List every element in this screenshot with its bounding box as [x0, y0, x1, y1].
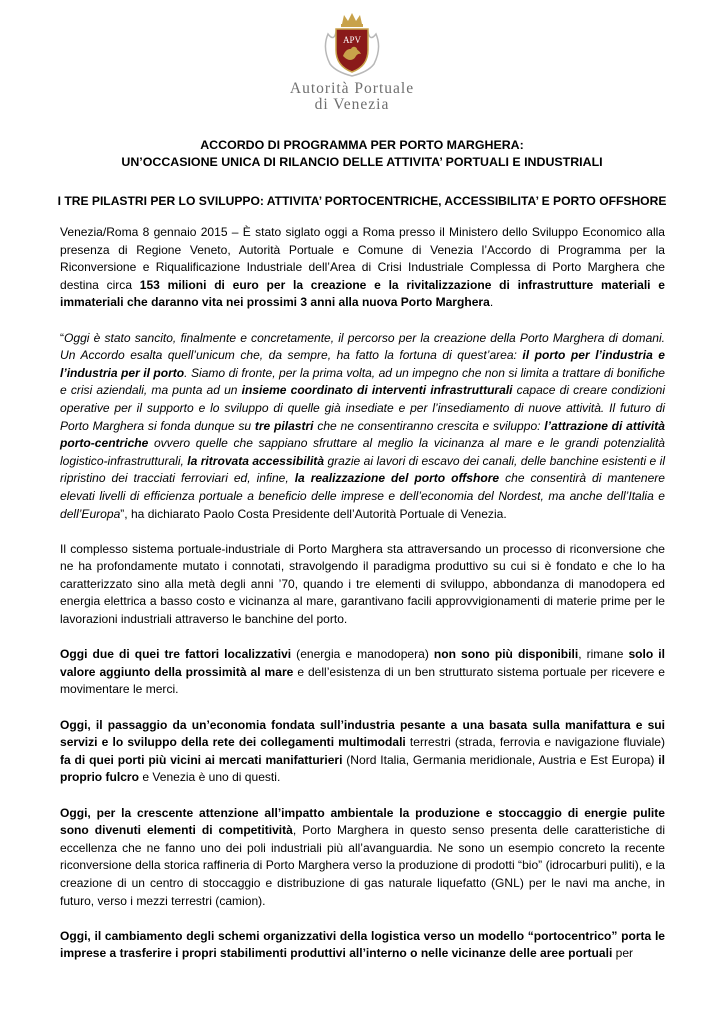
paragraph-logistics [60, 928, 665, 963]
bold-italic-run: il porto per l’industria e l’industria per il porto [60, 348, 665, 380]
article-body [60, 224, 665, 963]
paragraph-context [60, 541, 665, 629]
italic-run: . Siamo di fronte, per la prima volta, ad un impegno che non si limita a trattare di bonifiche e crisi aziendali, ma punta ad un [60, 365, 665, 398]
bold-run: fa di quei porti più vicini ai mercati manifatturieri [60, 752, 343, 767]
bold-italic-run: la realizzazione del porto offshore [294, 471, 500, 486]
bold-run: Oggi, il passaggio da un’economia fondata sull’industria pesante a una basata sulla manifattura e sui servizi e lo sviluppo della rete dei collegamenti multimodali [60, 717, 665, 750]
bold-italic-run: la ritrovata accessibilità [187, 453, 325, 468]
bold-run: 153 milioni di euro per la creazione e la rivitalizzazione di infrastrutture materiali e immateriali che daranno vita nei prossimi 3 anni alla nuova Porto Marghera [60, 277, 665, 310]
text-run: per [612, 946, 634, 961]
headline-line2: UN’OCCASIONE UNICA DI RILANCIO DELLE ATTIVITA’ PORTUALI E INDUSTRIALI [121, 155, 603, 169]
bold-run: Oggi due di quei tre fattori localizzativi [60, 647, 292, 662]
subheadline: I TRE PILASTRI PER LO SVILUPPO: ATTIVITA’ PORTOCENTRICHE, ACCESSIBILITA’ E PORTO OFFSHORE [57, 194, 667, 208]
italic-run: che ne consentiranno crescita e sviluppo: [313, 418, 545, 433]
lion-crest-icon [320, 12, 384, 78]
bold-italic-run: l’attrazione di attività porto-centriche [60, 418, 665, 451]
text-run: , rimane [578, 647, 629, 662]
text-run: . [489, 295, 494, 310]
bold-italic-run: insieme coordinato di interventi infrastrutturali [241, 383, 513, 398]
italic-run: grazie ai lavori di escavo dei canali, delle banchine esistenti e il ripristino dei tracciati ferroviari ed, infine, [60, 453, 666, 486]
italic-run: capace di creare condizioni operative per il supporto e lo sviluppo di quelle già insediate e per l’insediamento di nuove attività. Il futuro di Porto Marghera si fonda dunque su [60, 383, 666, 433]
paragraph-economy [60, 717, 665, 787]
text-run: Il complesso sistema portuale-industriale di Porto Marghera sta attraversando un processo di riconversione che ne ha profondamente mutato i connotati, stravolgendo il paradigma produttivo su cui si è fondato e che lo ha caratterizzato sino alla metà degli anni ’70, quando i tre elementi di sviluppo, abbondanza di manodopera ed energia elettrica a basso costo e vicinanza al mare, garantivano facili approvvigionamenti di materie prime per le lavorazioni industriali attraverso le banchine del porto. [60, 541, 665, 627]
bold-run: Oggi, il cambiamento degli schemi organizzativi della logistica verso un modello “portocentrico” porta le imprese a trasferire i propri stabilimenti produttivi all’interno o nelle vicinanze delle aree portuali [60, 928, 665, 961]
italic-run: Oggi è stato sancito, finalmente e concretamente, il percorso per la creazione della Porto Marghera di domani. Un Accordo esalta quell’unicum che, da sempre, ha fatto la fortuna di quest’area: [60, 330, 665, 363]
logo-name-line2: di Venezia [314, 96, 390, 113]
logo-name-line1: Autorità Portuale [289, 80, 415, 97]
headline-line1: ACCORDO DI PROGRAMMA PER PORTO MARGHERA: [200, 138, 524, 152]
text-run: e Venezia è uno di questi. [138, 770, 281, 785]
text-run: (energia e manodopera) [291, 647, 434, 662]
bold-run: non sono più disponibili [433, 647, 579, 662]
text-run: , Porto Marghera in questo senso presenta delle caratteristiche di eccellenza che ne fanno uno dei poli industriali più all’avanguardia. Ne sono un esempio concreto la recente riconversione della storica raffineria di Porto Marghera verso la produzione di prodotti “bio” (idrocarburi puliti), e la creazione di un centro di stoccaggio e distribuzione di gas naturale liquefatto (GNL) per le navi ma anche, in futuro, verso i mezzi terrestri (camion). [60, 823, 666, 908]
paragraph-energy [60, 805, 665, 911]
text-run: Venezia/Roma 8 gennaio 2015 – È stato siglato oggi a Roma presso il Ministero dello Sviluppo Economico alla presenza di Regione Veneto, Autorità Portuale e Comune di Venezia l’Accordo di Programma per la Riconversione e Riqualificazione Industriale dell’Area di Crisi Industriale Complessa di Porto Marghera che destina circa [60, 225, 665, 292]
italic-run: ovvero quelle che sappiano sfruttare al meglio la vicinanza al mare e le grandi potenzialità logistico-infrastrutturali, [60, 436, 665, 468]
bold-run: solo il valore aggiunto della prossimità al mare [60, 647, 665, 679]
italic-run: che consentirà di mantenere elevati livelli di efficienza portuale a beneficio delle imprese e dell’economia del Nordest, ma anche dell’Italia e dell’Europa [60, 471, 665, 521]
paragraph-quote [60, 330, 665, 524]
paragraph-factors [60, 646, 665, 699]
text-run: “ [60, 330, 65, 345]
paragraph-intro [60, 224, 665, 312]
headline [40, 137, 684, 171]
bold-run: il proprio fulcro [60, 752, 665, 785]
text-run: (Nord Italia, Germania meridionale, Austria e Est Europa) [342, 752, 659, 767]
text-run: e dell’esistenza di un ben strutturato sistema portuale per ricevere e movimentare le merci. [60, 664, 665, 697]
authority-logo [262, 12, 442, 112]
text-run: ”, ha dichiarato Paolo Costa Presidente dell’Autorità Portuale di Venezia. [120, 506, 507, 521]
bold-run: Oggi, per la crescente attenzione all’impatto ambientale la produzione e stoccaggio di energie pulite sono divenuti elementi di competitività [60, 805, 665, 838]
bold-italic-run: tre pilastri [254, 418, 314, 433]
text-run: terrestri (strada, ferrovia e navigazione fluviale) [405, 735, 665, 750]
emblem-text: APV [342, 35, 362, 45]
